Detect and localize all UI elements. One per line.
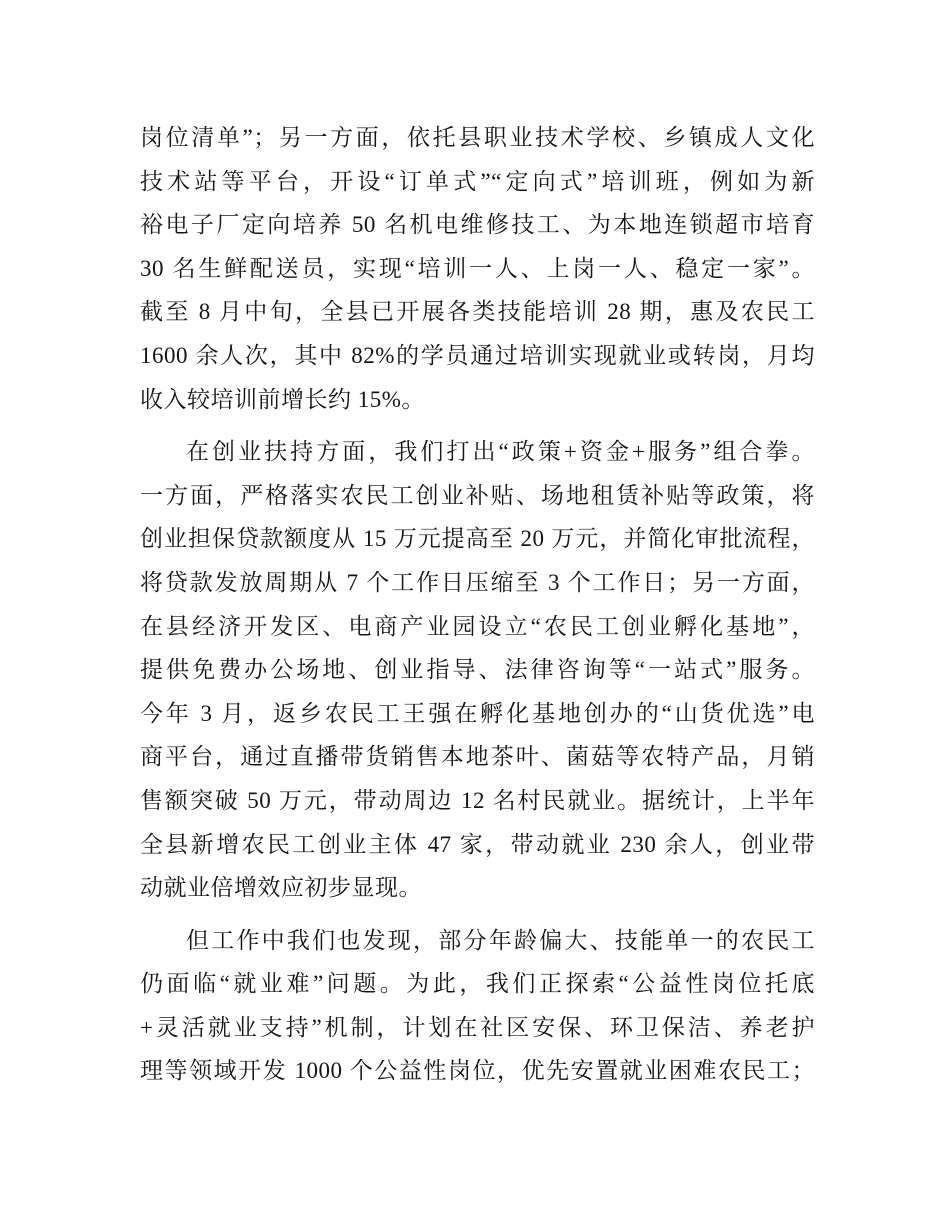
text-line: 技术站等平台，开设“订单式”“定向式”培训班，例如为新 bbox=[140, 168, 815, 194]
text-line: 商平台，通过直播带货销售本地茶叶、菌菇等农特产品，月销 bbox=[140, 744, 815, 770]
text-line: 截至 8 月中旬，全县已开展各类技能培训 28 期，惠及农民工 bbox=[140, 299, 815, 325]
paragraph-3 bbox=[140, 919, 815, 1093]
text-line: 将贷款发放周期从 7 个工作日压缩至 3 个工作日；另一方面， bbox=[140, 569, 815, 595]
text-line: 岗位清单”；另一方面，依托县职业技术学校、乡镇成人文化 bbox=[140, 125, 815, 150]
text-line: 一方面，严格落实农民工创业补贴、场地租赁补贴等政策，将 bbox=[140, 482, 815, 508]
text-line: 今年 3 月，返乡农民工王强在孵化基地创办的“山货优选”电 bbox=[140, 700, 815, 726]
text-line: 售额突破 50 万元，带动周边 12 名村民就业。据统计，上半年 bbox=[140, 787, 815, 813]
text-line: 在县经济开发区、电商产业园设立“农民工创业孵化基地”， bbox=[140, 613, 815, 639]
text-line: 仍面临“就业难”问题。为此，我们正探索“公益性岗位托底 bbox=[140, 971, 815, 997]
text-line: 30 名生鲜配送员，实现“培训一人、上岗一人、稳定一家”。 bbox=[140, 255, 815, 281]
text-line: +灵活就业支持”机制，计划在社区安保、环卫保洁、养老护 bbox=[140, 1014, 815, 1040]
text-line: 在创业扶持方面，我们打出“政策+资金+服务”组合拳。 bbox=[186, 439, 815, 465]
text-line: 但工作中我们也发现，部分年龄偏大、技能单一的农民工 bbox=[186, 927, 815, 953]
text-line: 创业担保贷款额度从 15 万元提高至 20 万元，并简化审批流程， bbox=[140, 526, 815, 552]
text-line: 理等领域开发 1000 个公益性岗位，优先安置就业困难农民工； bbox=[140, 1058, 815, 1084]
text-line: 裕电子厂定向培养 50 名机电维修技工、为本地连锁超市培育 bbox=[140, 212, 815, 238]
text-line: 提供免费办公场地、创业指导、法律咨询等“一站式”服务。 bbox=[140, 657, 815, 683]
text-line: 收入较培训前增长约 15%。 bbox=[140, 386, 425, 412]
paragraph-2 bbox=[140, 430, 815, 910]
text-line: 1600 余人次，其中 82%的学员通过培训实现就业或转岗，月均 bbox=[140, 342, 815, 368]
text-line: 动就业倍增效应初步显现。 bbox=[140, 875, 422, 901]
text-line: 全县新增农民工创业主体 47 家，带动就业 230 余人，创业带 bbox=[140, 831, 815, 857]
document-page bbox=[140, 116, 815, 1093]
paragraph-1 bbox=[140, 116, 815, 421]
